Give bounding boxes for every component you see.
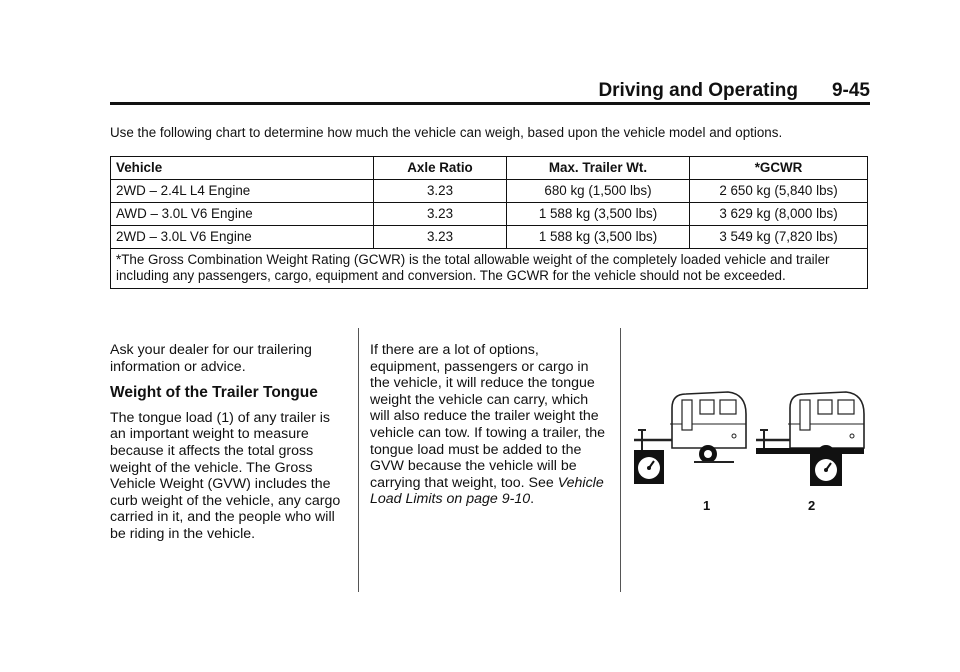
figure-label-1: 1 bbox=[703, 498, 711, 513]
header-rule bbox=[110, 102, 870, 105]
table-cell: 3.23 bbox=[374, 226, 507, 249]
table-cell: 2 650 kg (5,840 lbs) bbox=[690, 180, 868, 203]
table-cell: 3.23 bbox=[374, 180, 507, 203]
col-header-trailer: Max. Trailer Wt. bbox=[507, 157, 690, 180]
section-title: Driving and Operating bbox=[598, 80, 798, 101]
table-row bbox=[111, 203, 868, 226]
table-cell: 3 549 kg (7,820 lbs) bbox=[690, 226, 868, 249]
intro-text: Use the following chart to determine how much the vehicle can weigh, based upon the vehicle model and options. bbox=[110, 125, 783, 140]
left-column bbox=[110, 342, 346, 553]
gcwr-footnote: *The Gross Combination Weight Rating (GCWR) is the total allowable weight of the completely loaded vehicle and trailer including any passengers, cargo, equipment and conversion. The GCWR for the vehicle should not be exceeded. bbox=[111, 249, 868, 289]
column-divider bbox=[358, 328, 359, 592]
column-divider bbox=[620, 328, 621, 592]
col-header-axle: Axle Ratio bbox=[374, 157, 507, 180]
table-cell: 1 588 kg (3,500 lbs) bbox=[507, 203, 690, 226]
tongue-load-paragraph: The tongue load (1) of any trailer is an important weight to measure because it affects the total gross weight of the vehicle. The Gross Vehicle Weight (GVW) includes the curb weight of the vehicle, any cargo carried in it, and the people who will be riding in the vehicle. bbox=[110, 409, 341, 542]
figure-label-2: 2 bbox=[808, 498, 816, 513]
towing-limits-table bbox=[110, 156, 868, 289]
table-cell: 680 kg (1,500 lbs) bbox=[507, 180, 690, 203]
col-header-vehicle: Vehicle bbox=[111, 157, 374, 180]
table-header-row bbox=[111, 157, 868, 180]
table-cell: 1 588 kg (3,500 lbs) bbox=[507, 226, 690, 249]
table-cell: AWD – 3.0L V6 Engine bbox=[111, 203, 374, 226]
page-number: 9-45 bbox=[831, 80, 870, 101]
load-limits-link[interactable]: Vehicle Load Limits on page 9-10 bbox=[370, 474, 604, 508]
table-cell: 3 629 kg (8,000 lbs) bbox=[690, 203, 868, 226]
table-row bbox=[111, 226, 868, 249]
col-header-gcwr: *GCWR bbox=[690, 157, 868, 180]
trailer-2-graphic bbox=[756, 392, 864, 486]
trailer-scale-illustration bbox=[634, 384, 874, 520]
trailer-1-graphic bbox=[634, 392, 746, 484]
options-text: If there are a lot of options, equipment, passengers or cargo in the vehicle, it will reduce the tongue weight the vehicle can carry, which will also reduce the trailer weight the vehicle can tow. If towing a trailer, the tongue load must be added to the GVW because the vehicle will be carrying that weight, too. See bbox=[370, 342, 606, 491]
options-paragraph bbox=[370, 342, 610, 508]
table-cell: 2WD – 3.0L V6 Engine bbox=[111, 226, 374, 249]
period: . bbox=[530, 491, 535, 508]
page-header bbox=[0, 80, 870, 102]
table-cell: 3.23 bbox=[374, 203, 507, 226]
table-footnote-row bbox=[111, 249, 868, 289]
table-row bbox=[111, 180, 868, 203]
table-cell: 2WD – 2.4L L4 Engine bbox=[111, 180, 374, 203]
dealer-paragraph: Ask your dealer for our trailering information or advice. bbox=[110, 342, 312, 375]
section-heading: Weight of the Trailer Tongue bbox=[110, 384, 318, 402]
middle-column bbox=[370, 342, 610, 518]
